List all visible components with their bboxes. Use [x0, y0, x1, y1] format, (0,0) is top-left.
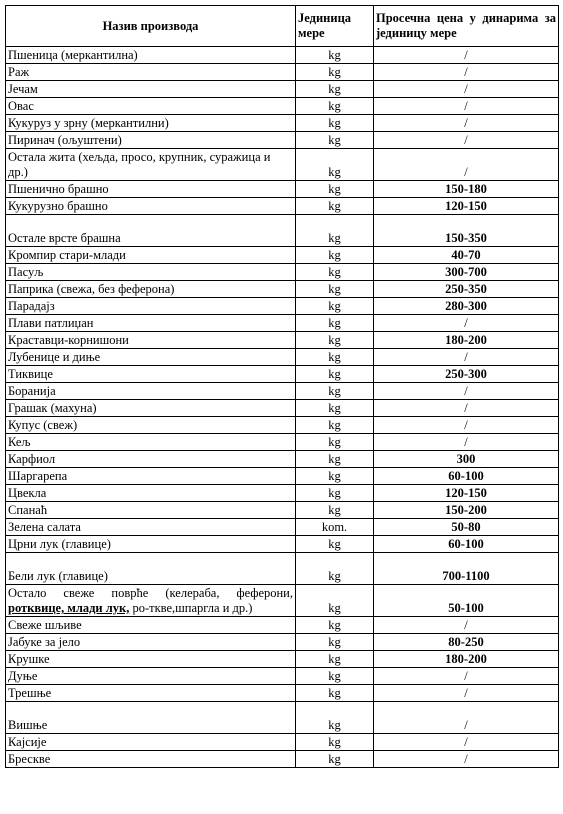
- product-name-cell: [6, 215, 296, 247]
- product-name-cell: [6, 685, 296, 702]
- product-name: Дуње: [8, 669, 38, 683]
- unit-cell: kg: [296, 47, 374, 64]
- price-cell: /: [374, 349, 559, 366]
- product-name: Остале врсте брашна: [8, 231, 121, 245]
- unit-cell: kg: [296, 298, 374, 315]
- unit-cell: kg: [296, 366, 374, 383]
- product-name-cell: [6, 366, 296, 383]
- unit-cell: kg: [296, 247, 374, 264]
- price-cell: /: [374, 98, 559, 115]
- price-cell: 60-100: [374, 468, 559, 485]
- product-name-cell: [6, 434, 296, 451]
- unit-cell: kg: [296, 149, 374, 181]
- price-cell: /: [374, 751, 559, 768]
- unit-cell: kg: [296, 332, 374, 349]
- unit-cell: kg: [296, 734, 374, 751]
- product-name-cell: [6, 400, 296, 417]
- table-row: [6, 198, 559, 215]
- product-name: Јечам: [8, 82, 38, 96]
- price-table-container: [5, 5, 559, 768]
- table-row: [6, 502, 559, 519]
- table-row: [6, 366, 559, 383]
- table-row: [6, 536, 559, 553]
- product-name-cell: [6, 502, 296, 519]
- product-name-cell: [6, 734, 296, 751]
- price-cell: /: [374, 315, 559, 332]
- unit-cell: kg: [296, 315, 374, 332]
- product-name: Лубенице и диње: [8, 350, 101, 364]
- price-cell: /: [374, 400, 559, 417]
- product-name: Пиринач (ољуштени): [8, 133, 122, 147]
- table-row: [6, 485, 559, 502]
- price-cell: /: [374, 149, 559, 181]
- table-row: [6, 332, 559, 349]
- unit-cell: kg: [296, 536, 374, 553]
- product-name-cell: [6, 181, 296, 198]
- unit-cell: kg: [296, 434, 374, 451]
- table-row: [6, 519, 559, 536]
- product-name-cell: [6, 485, 296, 502]
- product-name: Плави патлиџан: [8, 316, 94, 330]
- product-name: Краставци-корнишони: [8, 333, 129, 347]
- table-row: [6, 585, 559, 617]
- product-name: Брескве: [8, 752, 51, 766]
- product-name-cell: [6, 298, 296, 315]
- product-name-cell: [6, 519, 296, 536]
- price-cell: /: [374, 734, 559, 751]
- product-name-cell: [6, 315, 296, 332]
- product-name: Пшенично брашно: [8, 182, 109, 196]
- product-name-cell: [6, 383, 296, 400]
- table-body: [6, 47, 559, 768]
- header-unit: Јединица мере: [296, 6, 374, 47]
- product-name-cell: [6, 651, 296, 668]
- product-name: Трешње: [8, 686, 52, 700]
- price-cell: /: [374, 668, 559, 685]
- unit-cell: kg: [296, 485, 374, 502]
- product-name-cell: [6, 617, 296, 634]
- unit-cell: kg: [296, 383, 374, 400]
- table-row: [6, 383, 559, 400]
- table-row: [6, 247, 559, 264]
- price-cell: 50-100: [374, 585, 559, 617]
- unit-cell: kg: [296, 685, 374, 702]
- unit-cell: kg: [296, 64, 374, 81]
- product-name: Крушке: [8, 652, 50, 666]
- product-name: Раж: [8, 65, 30, 79]
- unit-cell: kg: [296, 349, 374, 366]
- unit-cell: kg: [296, 634, 374, 651]
- table-row: [6, 651, 559, 668]
- table-row: [6, 400, 559, 417]
- table-row: [6, 181, 559, 198]
- product-name-emphasis: ротквице, млади лук,: [8, 601, 130, 615]
- table-row: [6, 149, 559, 181]
- table-row: [6, 634, 559, 651]
- unit-cell: kg: [296, 81, 374, 98]
- product-name-cell: [6, 198, 296, 215]
- product-name-cell: [6, 81, 296, 98]
- table-row: [6, 115, 559, 132]
- unit-cell: kg: [296, 98, 374, 115]
- unit-cell: kg: [296, 553, 374, 585]
- price-cell: 150-350: [374, 215, 559, 247]
- table-row: [6, 751, 559, 768]
- price-cell: /: [374, 115, 559, 132]
- unit-cell: kg: [296, 264, 374, 281]
- product-name-cell: [6, 332, 296, 349]
- product-name: Пасуљ: [8, 265, 44, 279]
- price-cell: 150-200: [374, 502, 559, 519]
- price-cell: 250-300: [374, 366, 559, 383]
- header-product-name: Назив производа: [6, 6, 296, 47]
- product-name: Шаргарепа: [8, 469, 68, 483]
- price-cell: /: [374, 64, 559, 81]
- table-row: [6, 132, 559, 149]
- table-row: [6, 702, 559, 734]
- product-name: Грашак (махуна): [8, 401, 97, 415]
- table-row: [6, 315, 559, 332]
- product-name: Зелена салата: [8, 520, 81, 534]
- product-name-cell: [6, 702, 296, 734]
- unit-cell: kg: [296, 198, 374, 215]
- product-name: Кељ: [8, 435, 31, 449]
- table-row: [6, 349, 559, 366]
- product-name-cell: [6, 47, 296, 64]
- table-row: [6, 734, 559, 751]
- price-table: [5, 5, 559, 768]
- product-name-cell: [6, 451, 296, 468]
- price-cell: /: [374, 434, 559, 451]
- unit-cell: kg: [296, 181, 374, 198]
- product-name: Јабуке за јело: [8, 635, 81, 649]
- price-cell: 180-200: [374, 332, 559, 349]
- product-name: Кукуруз у зрну (меркантилни): [8, 116, 169, 130]
- product-name-cell: [6, 668, 296, 685]
- price-cell: 300-700: [374, 264, 559, 281]
- unit-cell: kg: [296, 617, 374, 634]
- product-name-cell: [6, 468, 296, 485]
- table-row: [6, 47, 559, 64]
- header-price: Просечна цена у динарима за јединицу мере: [374, 6, 559, 47]
- product-name: Кромпир стари-млади: [8, 248, 126, 262]
- unit-cell: kg: [296, 417, 374, 434]
- price-cell: 280-300: [374, 298, 559, 315]
- price-cell: 180-200: [374, 651, 559, 668]
- product-name: Цвекла: [8, 486, 47, 500]
- product-name: Остало свеже поврће (келераба, феферони,: [8, 586, 293, 600]
- unit-cell: kg: [296, 751, 374, 768]
- product-name: Кајсије: [8, 735, 47, 749]
- table-row: [6, 668, 559, 685]
- product-name: Паприка (свежа, без феферона): [8, 282, 175, 296]
- table-row: [6, 281, 559, 298]
- unit-cell: kg: [296, 502, 374, 519]
- price-cell: 120-150: [374, 485, 559, 502]
- table-row: [6, 468, 559, 485]
- unit-cell: kg: [296, 651, 374, 668]
- price-cell: 250-350: [374, 281, 559, 298]
- product-name-cell: [6, 634, 296, 651]
- product-name-cell: [6, 751, 296, 768]
- table-row: [6, 81, 559, 98]
- product-name: Вишње: [8, 718, 48, 732]
- unit-cell: kg: [296, 132, 374, 149]
- unit-cell: kg: [296, 585, 374, 617]
- product-name: Боранија: [8, 384, 56, 398]
- product-name-cell: [6, 98, 296, 115]
- product-name-cell: [6, 149, 296, 181]
- product-name-cell: [6, 132, 296, 149]
- product-name-cell: [6, 585, 296, 617]
- unit-cell: kg: [296, 451, 374, 468]
- product-name: Црни лук (главице): [8, 537, 111, 551]
- unit-cell: kg: [296, 468, 374, 485]
- product-name-cell: [6, 281, 296, 298]
- price-cell: 300: [374, 451, 559, 468]
- price-cell: 60-100: [374, 536, 559, 553]
- price-cell: /: [374, 702, 559, 734]
- price-cell: /: [374, 47, 559, 64]
- product-name: Свеже шљиве: [8, 618, 82, 632]
- product-name-rest: ро-ткве,шпаргла и др.): [129, 601, 253, 615]
- price-cell: 120-150: [374, 198, 559, 215]
- unit-cell: kg: [296, 400, 374, 417]
- table-row: [6, 685, 559, 702]
- product-name-cell: [6, 247, 296, 264]
- product-name: Остала жита (хељда, просо, крупник, суражица и др.): [8, 150, 271, 179]
- product-name-cell: [6, 349, 296, 366]
- product-name-cell: [6, 536, 296, 553]
- table-row: [6, 264, 559, 281]
- product-name-cell: [6, 417, 296, 434]
- table-row: [6, 64, 559, 81]
- price-cell: 50-80: [374, 519, 559, 536]
- product-name: Карфиол: [8, 452, 56, 466]
- price-cell: 150-180: [374, 181, 559, 198]
- product-name: Пшеница (меркантилна): [8, 48, 138, 62]
- product-name-cell: [6, 115, 296, 132]
- product-name: Парадајз: [8, 299, 55, 313]
- price-cell: 700-1100: [374, 553, 559, 585]
- table-row: [6, 215, 559, 247]
- table-row: [6, 553, 559, 585]
- product-name: Купус (свеж): [8, 418, 78, 432]
- table-row: [6, 98, 559, 115]
- product-name: Кукурузно брашно: [8, 199, 108, 213]
- product-name: Спанаћ: [8, 503, 48, 517]
- product-name: Тиквице: [8, 367, 53, 381]
- price-cell: /: [374, 417, 559, 434]
- product-name: Бели лук (главице): [8, 569, 108, 583]
- price-cell: /: [374, 132, 559, 149]
- table-row: [6, 298, 559, 315]
- unit-cell: kg: [296, 668, 374, 685]
- unit-cell: kg: [296, 215, 374, 247]
- price-cell: /: [374, 685, 559, 702]
- price-cell: 80-250: [374, 634, 559, 651]
- unit-cell: kg: [296, 702, 374, 734]
- unit-cell: kom.: [296, 519, 374, 536]
- header-row: [6, 6, 559, 47]
- product-name-cell: [6, 553, 296, 585]
- table-row: [6, 417, 559, 434]
- price-cell: /: [374, 617, 559, 634]
- product-name-cell: [6, 264, 296, 281]
- unit-cell: kg: [296, 281, 374, 298]
- price-cell: /: [374, 383, 559, 400]
- price-cell: /: [374, 81, 559, 98]
- price-cell: 40-70: [374, 247, 559, 264]
- table-row: [6, 617, 559, 634]
- table-row: [6, 451, 559, 468]
- product-name-cell: [6, 64, 296, 81]
- table-row: [6, 434, 559, 451]
- product-name: Овас: [8, 99, 34, 113]
- unit-cell: kg: [296, 115, 374, 132]
